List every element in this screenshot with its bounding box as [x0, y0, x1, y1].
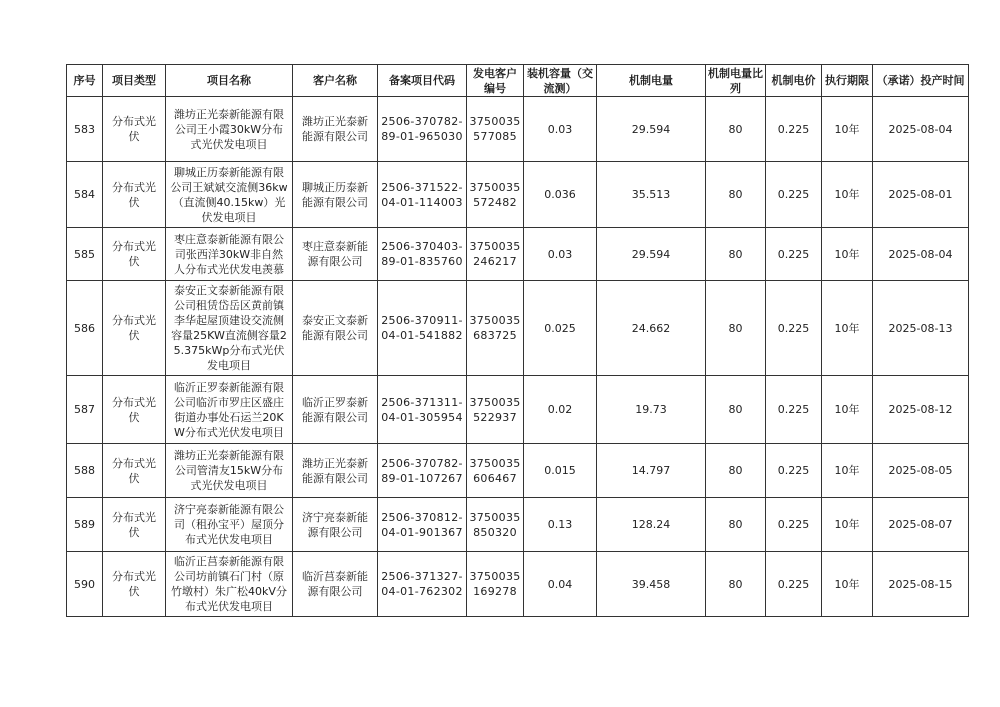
- cell-date: 2025-08-04: [873, 97, 969, 162]
- header-cell: 装机容量（交流测）: [524, 65, 597, 97]
- cell-ratio: 80: [706, 228, 766, 281]
- cell-date: 2025-08-15: [873, 552, 969, 617]
- table-row: [67, 228, 969, 281]
- cell-term: 10年: [822, 281, 873, 376]
- cell-ratio: 80: [706, 552, 766, 617]
- cell-customer: 泰安正文泰新能源有限公司: [293, 281, 378, 376]
- cell-project-name: 临沂正罗泰新能源有限公司临沂市罗庄区盛庄街道办事处石运兰20KW分布式光伏发电项目: [166, 376, 293, 444]
- cell-date: 2025-08-13: [873, 281, 969, 376]
- cell-term: 10年: [822, 228, 873, 281]
- cell-project-name: 泰安正文泰新能源有限公司租赁岱岳区黄前镇李华起屋顶建设交流侧容量25KW直流侧容量25.375kWp分布式光伏发电项目: [166, 281, 293, 376]
- cell-energy: 35.513: [597, 162, 706, 228]
- table-row: [67, 162, 969, 228]
- cell-capacity: 0.13: [524, 498, 597, 552]
- cell-no: 590: [67, 552, 103, 617]
- cell-ratio: 80: [706, 376, 766, 444]
- cell-capacity: 0.02: [524, 376, 597, 444]
- header-cell: 备案项目代码: [378, 65, 467, 97]
- cell-price: 0.225: [766, 97, 822, 162]
- cell-project-name: 济宁亮泰新能源有限公司（租孙宝平）屋顶分布式光伏发电项目: [166, 498, 293, 552]
- cell-project-name: 枣庄意泰新能源有限公司张西洋30kW非自然人分布式光伏发电羡慕: [166, 228, 293, 281]
- cell-capacity: 0.036: [524, 162, 597, 228]
- cell-no: 589: [67, 498, 103, 552]
- cell-filing-code: 2506-370782-89-01-965030: [378, 97, 467, 162]
- cell-term: 10年: [822, 552, 873, 617]
- cell-filing-code: 2506-371522-04-01-114003: [378, 162, 467, 228]
- cell-no: 588: [67, 444, 103, 498]
- cell-term: 10年: [822, 376, 873, 444]
- cell-type: 分布式光伏: [103, 376, 166, 444]
- cell-ratio: 80: [706, 444, 766, 498]
- table-row: [67, 376, 969, 444]
- table-row: [67, 444, 969, 498]
- cell-customer: 济宁亮泰新能源有限公司: [293, 498, 378, 552]
- cell-customer: 聊城正历泰新能源有限公司: [293, 162, 378, 228]
- cell-customer: 临沂莒泰新能源有限公司: [293, 552, 378, 617]
- table-row: [67, 552, 969, 617]
- cell-price: 0.225: [766, 444, 822, 498]
- cell-filing-code: 2506-370403-89-01-835760: [378, 228, 467, 281]
- cell-filing-code: 2506-370911-04-01-541882: [378, 281, 467, 376]
- cell-filing-code: 2506-370812-04-01-901367: [378, 498, 467, 552]
- cell-no: 587: [67, 376, 103, 444]
- cell-price: 0.225: [766, 376, 822, 444]
- cell-project-name: 临沂正莒泰新能源有限公司坊前镇石门村（原竹墩村）朱广松40kV分布式光伏发电项目: [166, 552, 293, 617]
- header-cell: （承诺）投产时间: [873, 65, 969, 97]
- cell-date: 2025-08-12: [873, 376, 969, 444]
- header-cell: 客户名称: [293, 65, 378, 97]
- cell-term: 10年: [822, 162, 873, 228]
- cell-type: 分布式光伏: [103, 228, 166, 281]
- cell-customer-no: 3750035572482: [467, 162, 524, 228]
- cell-ratio: 80: [706, 162, 766, 228]
- cell-energy: 29.594: [597, 97, 706, 162]
- cell-type: 分布式光伏: [103, 444, 166, 498]
- cell-customer: 临沂正罗泰新能源有限公司: [293, 376, 378, 444]
- cell-price: 0.225: [766, 228, 822, 281]
- header-cell: 序号: [67, 65, 103, 97]
- cell-customer-no: 3750035577085: [467, 97, 524, 162]
- cell-customer-no: 3750035606467: [467, 444, 524, 498]
- cell-no: 584: [67, 162, 103, 228]
- cell-filing-code: 2506-371327-04-01-762302: [378, 552, 467, 617]
- header-cell: 发电客户编号: [467, 65, 524, 97]
- cell-term: 10年: [822, 444, 873, 498]
- cell-capacity: 0.015: [524, 444, 597, 498]
- cell-customer: 枣庄意泰新能源有限公司: [293, 228, 378, 281]
- cell-price: 0.225: [766, 552, 822, 617]
- cell-type: 分布式光伏: [103, 162, 166, 228]
- cell-date: 2025-08-04: [873, 228, 969, 281]
- cell-energy: 29.594: [597, 228, 706, 281]
- cell-capacity: 0.03: [524, 97, 597, 162]
- cell-no: 585: [67, 228, 103, 281]
- cell-energy: 39.458: [597, 552, 706, 617]
- cell-term: 10年: [822, 97, 873, 162]
- cell-ratio: 80: [706, 498, 766, 552]
- cell-customer-no: 3750035850320: [467, 498, 524, 552]
- cell-price: 0.225: [766, 281, 822, 376]
- cell-date: 2025-08-07: [873, 498, 969, 552]
- cell-energy: 14.797: [597, 444, 706, 498]
- cell-ratio: 80: [706, 281, 766, 376]
- header-cell: 执行期限: [822, 65, 873, 97]
- cell-no: 586: [67, 281, 103, 376]
- header-cell: 机制电量: [597, 65, 706, 97]
- cell-date: 2025-08-05: [873, 444, 969, 498]
- cell-filing-code: 2506-371311-04-01-305954: [378, 376, 467, 444]
- cell-project-name: 聊城正历泰新能源有限公司王斌斌交流侧36kw（直流侧40.15kw）光伏发电项目: [166, 162, 293, 228]
- cell-customer-no: 3750035169278: [467, 552, 524, 617]
- cell-type: 分布式光伏: [103, 281, 166, 376]
- cell-customer: 潍坊正光泰新能源有限公司: [293, 97, 378, 162]
- table-row: [67, 498, 969, 552]
- cell-capacity: 0.04: [524, 552, 597, 617]
- table-row: [67, 281, 969, 376]
- cell-project-name: 潍坊正光泰新能源有限公司管清友15kW分布式光伏发电项目: [166, 444, 293, 498]
- cell-capacity: 0.025: [524, 281, 597, 376]
- project-table: [66, 64, 969, 617]
- cell-energy: 128.24: [597, 498, 706, 552]
- header-cell: 机制电量比列: [706, 65, 766, 97]
- cell-energy: 24.662: [597, 281, 706, 376]
- cell-customer-no: 3750035246217: [467, 228, 524, 281]
- cell-filing-code: 2506-370782-89-01-107267: [378, 444, 467, 498]
- cell-price: 0.225: [766, 498, 822, 552]
- header-row: [67, 65, 969, 97]
- cell-type: 分布式光伏: [103, 498, 166, 552]
- cell-ratio: 80: [706, 97, 766, 162]
- header-cell: 项目名称: [166, 65, 293, 97]
- cell-type: 分布式光伏: [103, 97, 166, 162]
- cell-type: 分布式光伏: [103, 552, 166, 617]
- cell-project-name: 潍坊正光泰新能源有限公司王小霞30kW分布式光伏发电项目: [166, 97, 293, 162]
- cell-energy: 19.73: [597, 376, 706, 444]
- cell-customer-no: 3750035683725: [467, 281, 524, 376]
- cell-term: 10年: [822, 498, 873, 552]
- cell-no: 583: [67, 97, 103, 162]
- cell-date: 2025-08-01: [873, 162, 969, 228]
- cell-price: 0.225: [766, 162, 822, 228]
- cell-customer: 潍坊正光泰新能源有限公司: [293, 444, 378, 498]
- header-cell: 机制电价: [766, 65, 822, 97]
- cell-capacity: 0.03: [524, 228, 597, 281]
- header-cell: 项目类型: [103, 65, 166, 97]
- table-row: [67, 97, 969, 162]
- cell-customer-no: 3750035522937: [467, 376, 524, 444]
